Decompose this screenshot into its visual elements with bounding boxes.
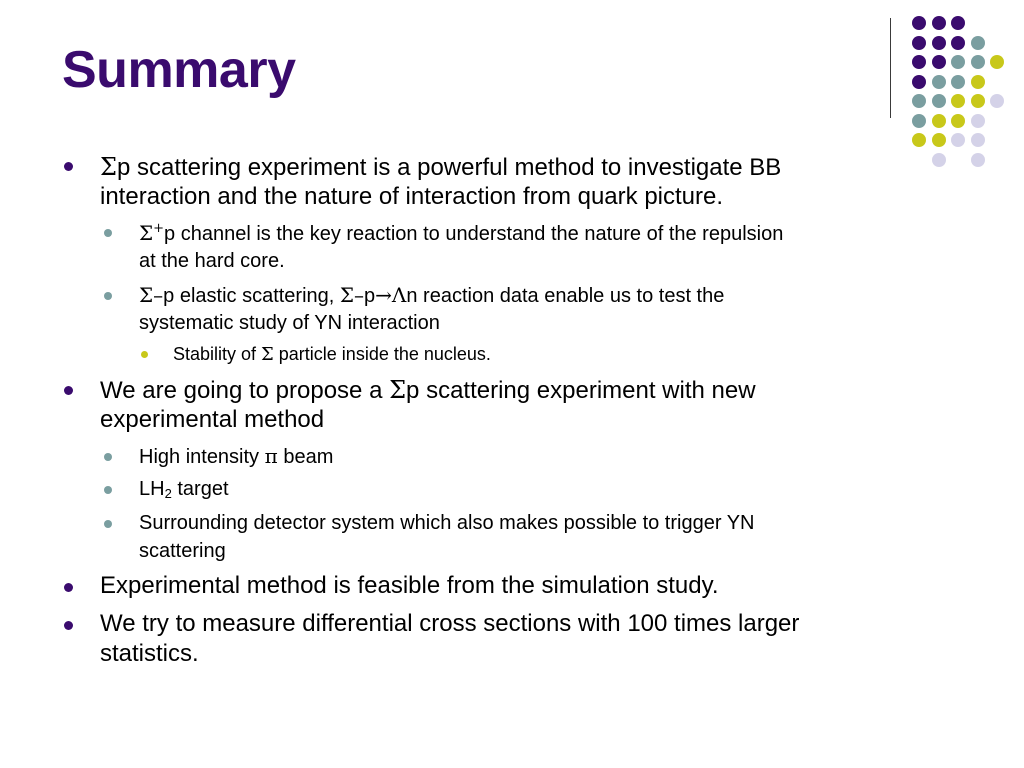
decorative-dot [912, 55, 926, 69]
decorative-dot [932, 36, 946, 50]
list-item: Experimental method is feasible from the simulation study. [100, 572, 719, 599]
decorative-dot [912, 16, 926, 30]
decorative-dot [951, 133, 965, 147]
list-item [139, 219, 783, 248]
list-item-text: beam [277, 446, 334, 468]
list-item-text: particle inside the nucleus. [273, 344, 491, 364]
list-item-continuation: at the hard core. [139, 250, 285, 272]
decorative-dot [912, 133, 926, 147]
decorative-dot [951, 36, 965, 50]
list-item: We try to measure differential cross sections with 100 times larger [100, 610, 800, 637]
decorative-dot [971, 133, 985, 147]
list-item-continuation: statistics. [100, 640, 199, 667]
sigma-symbol: Σ [389, 376, 407, 404]
sigma-symbol: Σ [261, 344, 274, 365]
list-item-text: p scattering experiment is a powerful method to investigate BB [116, 154, 782, 181]
bullet-marker [64, 621, 73, 630]
list-item-text: target [171, 478, 229, 500]
decorative-dot [912, 94, 926, 108]
bullet-marker [104, 453, 112, 461]
decorative-dot [971, 36, 985, 50]
list-item-text: LH [139, 478, 165, 500]
bullet-marker [64, 583, 73, 592]
arrow-lambda-symbol: →Λ [375, 283, 407, 307]
decorative-dot [951, 94, 965, 108]
list-item-text: High intensity [139, 446, 265, 468]
list-item-continuation: interaction and the nature of interaction from quark picture. [100, 183, 724, 210]
list-item: Surrounding detector system which also makes possible to trigger YN [139, 512, 755, 534]
list-item-text: We are going to propose a [100, 377, 390, 404]
decorative-dot [932, 153, 946, 167]
list-item-text: p [364, 285, 376, 307]
decorative-dot [951, 114, 965, 128]
decorative-dot [932, 55, 946, 69]
slide-title: Summary [62, 41, 296, 99]
bullet-marker [64, 386, 73, 395]
sigma-symbol: Σ [139, 221, 154, 245]
bullet-marker [104, 486, 112, 494]
divider-line [890, 18, 891, 118]
list-item [100, 375, 756, 406]
decorative-dot [932, 16, 946, 30]
list-item-text: p elastic scattering, [163, 285, 340, 307]
decorative-dot [951, 16, 965, 30]
sigma-minus-symbol: Σ– [139, 283, 164, 307]
decorative-dot [932, 133, 946, 147]
decorative-dot [971, 55, 985, 69]
decorative-dot [932, 114, 946, 128]
decorative-dot [912, 75, 926, 89]
decorative-dot [990, 55, 1004, 69]
bullet-marker [141, 351, 148, 358]
decorative-dot [912, 114, 926, 128]
decorative-dot [971, 75, 985, 89]
list-item-text: p scattering experiment with new [406, 377, 756, 404]
bullet-marker [104, 292, 112, 300]
bullet-marker [104, 520, 112, 528]
decorative-dot [971, 94, 985, 108]
decorative-dot [951, 55, 965, 69]
subscript: 2 [164, 486, 172, 501]
decorative-dot [990, 94, 1004, 108]
list-item [139, 475, 229, 503]
decorative-dot [971, 153, 985, 167]
sigma-minus-symbol: Σ– [339, 283, 365, 307]
bullet-marker [64, 162, 73, 171]
list-item-continuation: systematic study of YN interaction [139, 312, 440, 334]
list-item-text: n reaction data enable us to test the [406, 285, 725, 307]
list-item-continuation: experimental method [100, 406, 325, 433]
decorative-dot [971, 114, 985, 128]
decorative-dot [912, 36, 926, 50]
pi-symbol: π [264, 444, 278, 468]
list-item [139, 281, 724, 310]
list-item-continuation: scattering [139, 540, 226, 562]
list-item [100, 152, 781, 183]
list-item-text: Stability of [173, 344, 262, 364]
list-item [139, 442, 333, 471]
decorative-dot [932, 75, 946, 89]
superscript: + [153, 221, 165, 236]
sigma-symbol: Σ [100, 153, 117, 181]
list-item [173, 341, 491, 368]
bullet-marker [104, 229, 112, 237]
list-item-text: p channel is the key reaction to understand the nature of the repulsion [164, 223, 784, 245]
decorative-dot [951, 75, 965, 89]
decorative-dot [932, 94, 946, 108]
